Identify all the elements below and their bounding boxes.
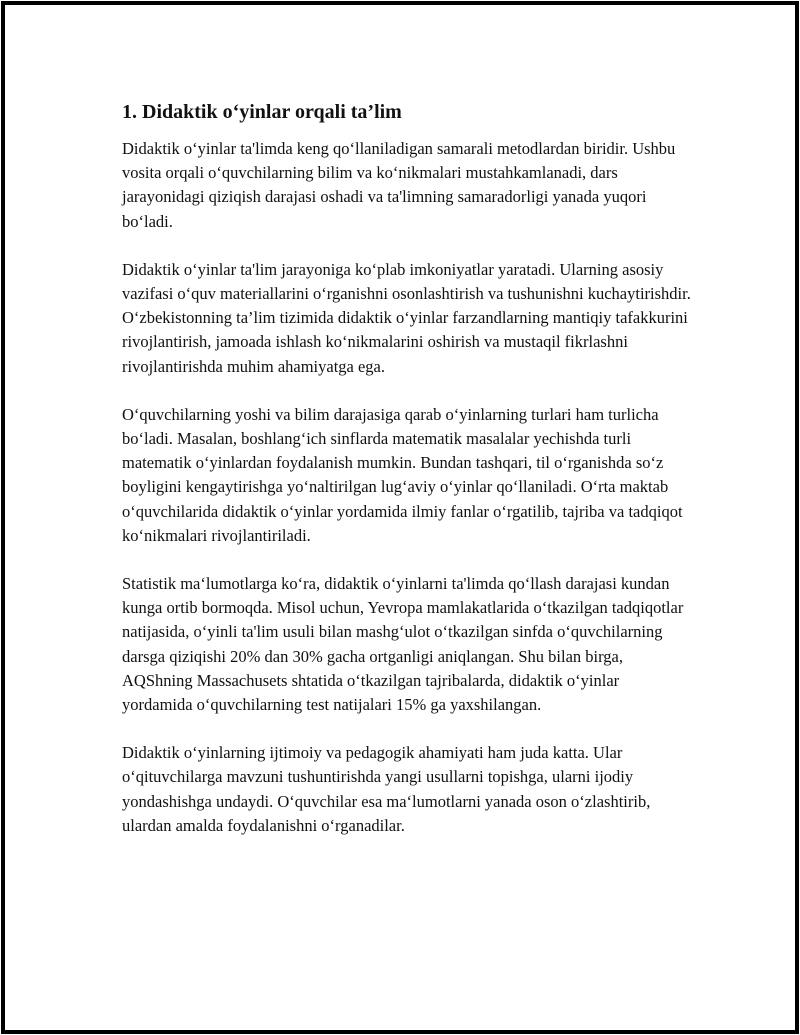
document-body: [122, 99, 692, 862]
page-frame: [1, 1, 799, 1034]
paragraph-3: O‘quvchilarning yoshi va bilim darajasiga qarab o‘yinlarning turlari ham turlicha bo‘ladi. Masalan, boshlang‘ich sinflarda matematik masalalar yechishda turli matematik o‘yinlardan foydalanish mumkin. Bundan tashqari, til o‘rganishda so‘z boyligini kengaytirishga yo‘naltirilgan lug‘aviy o‘yinlar qo‘llaniladi. O‘rta maktab o‘quvchilarida didaktik o‘yinlar yordamida ilmiy fanlar o‘rgatilib, tajriba va tadqiqot ko‘nikmalari rivojlantiriladi.: [122, 404, 683, 545]
paragraph-5: Didaktik o‘yinlarning ijtimoiy va pedagogik ahamiyati ham juda katta. Ular o‘qituvchilarga mavzuni tushuntirishda yangi usullarni topishga, ularni ijodiy yondashishga undaydi. O‘quvchilar esa ma‘lumotlarni yanada oson o‘zlashtirib, ulardan amalda foydalanishni o‘rganadilar.: [122, 743, 651, 835]
paragraph-2: Didaktik o‘yinlar ta'lim jarayoniga ko‘plab imkoniyatlar yaratadi. Ularning asosiy vazifasi o‘quv materiallarini o‘rganishni osonlashtirish va tushunishni kuchaytirishdir. O‘zbekistonning ta’lim tizimida didaktik o‘yinlar farzandlarning mantiqiy tafakkurini rivojlantirish, jamoada ishlash ko‘nikmalarini oshirish va mustaqil fikrlashni rivojlantirishda muhim ahamiyatga ega.: [122, 259, 691, 376]
paragraph-1: Didaktik o‘yinlar ta'limda keng qo‘llaniladigan samarali metodlardan biridir. Ushbu vosita orqali o‘quvchilarning bilim va ko‘nikmalari mustahkamlanadi, dars jarayonidagi qiziqish darajasi oshadi va ta'limning samaradorligi yanada yuqori bo‘ladi.: [122, 139, 676, 231]
page-title: 1. Didaktik o‘yinlar orqali ta’lim: [122, 101, 402, 123]
paragraph-4: Statistik ma‘lumotlarga ko‘ra, didaktik o‘yinlarni ta'limda qo‘llash darajasi kundan kunga ortib bormoqda. Misol uchun, Yevropa mamlakatlarida o‘tkazilgan tadqiqotlar natijasida, o‘yinli ta'lim usuli bilan mashg‘ulot o‘tkazilgan sinfda o‘quvchilarning darsga qiziqishi 20% dan 30% gacha ortganligi aniqlangan. Shu bilan birga, AQShning Massachusets shtatida o‘tkazilgan tajribalarda, didaktik o‘yinlar yordamida o‘quvchilarning test natijalari 15% ga yaxshilangan.: [122, 574, 684, 715]
